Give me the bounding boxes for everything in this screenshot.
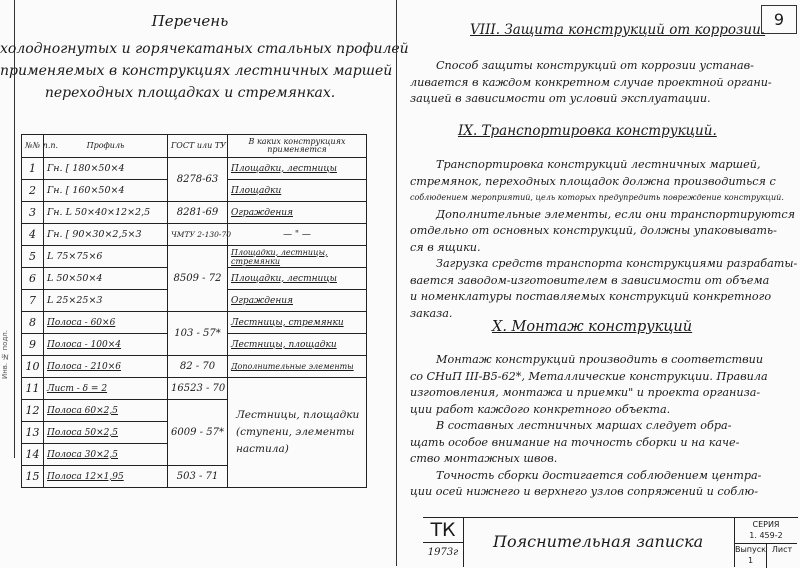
gost-cell: 8281-69 (168, 202, 228, 224)
side-stamp: Инв. № подл. (1, 330, 9, 380)
usage-text: Площадки, лестницы (231, 163, 337, 174)
usage-text: Площадки, лестницы (231, 273, 337, 284)
section-8-title-text: VIII. Защита конструкций от коррозии. (470, 22, 766, 38)
sheet-cell (767, 544, 797, 568)
text-line: зацией в зависимости от условий эксплуатации. (410, 92, 711, 105)
row-number: 6 (22, 268, 44, 290)
gost-cell: 103 - 57* (168, 312, 228, 356)
profiles-table (21, 134, 367, 488)
usage-cell (228, 312, 367, 334)
row-number: 10 (22, 356, 44, 378)
usage-cell (228, 158, 367, 180)
table-row (22, 202, 367, 224)
row-number: 11 (22, 378, 44, 400)
gost-cell: 8509 - 72 (168, 246, 228, 312)
row-profile: L 25×25×3 (44, 290, 168, 312)
col-header-number: №№ п.п. (22, 135, 44, 158)
text-line: ство монтажных швов. (410, 452, 558, 465)
usage-text: Лестницы, стремянки (231, 317, 344, 328)
row-number: 13 (22, 422, 44, 444)
usage-text: Дополнительные элементы (231, 362, 354, 371)
text-line: соблюдением мероприятий, цель которых предупредить повреждение конструкций. (410, 193, 784, 202)
row-profile (44, 444, 168, 466)
text-line: ции работ каждого конкретного объекта. (410, 402, 671, 416)
row-profile: L 75×75×6 (44, 246, 168, 268)
document-name: Пояснительная записка (493, 532, 704, 551)
usage-cell (228, 290, 367, 312)
row-number: 8 (22, 312, 44, 334)
row-profile (44, 378, 168, 400)
text-line: ся в ящики. (410, 240, 481, 254)
row-profile (44, 422, 168, 444)
col-header-profile: Профиль (44, 135, 168, 158)
text-line: Загрузка средств транспорта конструкциями разрабаты- (436, 257, 798, 270)
profile-text: Полоса - 60×6 (47, 317, 116, 328)
series-number: 1. 459-2 (749, 531, 783, 540)
usage-cell (228, 246, 367, 268)
section-8-text (410, 58, 778, 108)
row-number: 5 (22, 246, 44, 268)
usage-cell: Лестницы, площадки (ступени, элементы настила) (228, 378, 367, 488)
text-line: и номенклатуры поставляемых конструкций конкретного (410, 290, 772, 303)
usage-cell (228, 334, 367, 356)
text-line: изготовления, монтажа и приемки" и проекта организа- (410, 386, 761, 399)
table-row (22, 356, 367, 378)
row-profile: Гн. [ 90×30×2,5×3 (44, 224, 168, 246)
row-number: 3 (22, 202, 44, 224)
table-row (22, 224, 367, 246)
profile-text: Полоса 12×1,95 (47, 471, 124, 482)
text-line: Способ защиты конструкций от коррозии устанав- (436, 59, 754, 72)
text-line: щать особое внимание на точность сборки и на каче- (410, 435, 740, 449)
profile-text: Полоса - 210×6 (47, 361, 122, 372)
col-header-gost: ГОСТ или ТУ (168, 135, 228, 158)
text-line: В составных лестничных маршах следует обра- (436, 419, 732, 432)
list-title-line-2: холодногнутых и горячекатаных стальных профилей (0, 41, 409, 57)
row-profile (44, 356, 168, 378)
title-block (423, 517, 798, 567)
col-header-usage: В каких конструкциях применяется (228, 135, 367, 158)
text-line: Дополнительные элементы, если они транспортируются (436, 207, 796, 221)
title-block-series (734, 518, 797, 567)
row-profile: Гн. [ 160×50×4 (44, 180, 168, 202)
text-line: стремянок, переходных площадок должна производиться с (410, 174, 776, 188)
gost-cell: 8278-63 (168, 158, 228, 202)
gost-cell: 503 - 71 (168, 466, 228, 488)
gost-cell: 82 - 70 (168, 356, 228, 378)
sheet-number: 9 (761, 5, 797, 34)
section-10-title (492, 319, 692, 335)
row-number: 4 (22, 224, 44, 246)
year: 1973г (427, 547, 459, 558)
title-block-code (423, 518, 464, 567)
section-10-title-text: X. Монтаж конструкций (492, 319, 693, 335)
issue-number: 1 (747, 556, 754, 565)
text-line: заказа. (410, 306, 453, 320)
row-profile (44, 334, 168, 356)
text-line: Транспортировка конструкций лестничных маршей, (436, 158, 761, 171)
issue-label: Выпуск (735, 545, 766, 554)
usage-text: Ограждения (231, 295, 293, 306)
row-number: 7 (22, 290, 44, 312)
row-number: 2 (22, 180, 44, 202)
table-header-row (22, 135, 367, 158)
usage-cell (228, 356, 367, 378)
gost-cell: 16523 - 70 (168, 378, 228, 400)
row-number: 12 (22, 400, 44, 422)
profile-text: Полоса 60×2,5 (47, 405, 118, 416)
row-profile (44, 312, 168, 334)
row-profile: L 50×50×4 (44, 268, 168, 290)
profile-text: Полоса 50×2,5 (47, 427, 118, 438)
table-row (22, 312, 367, 334)
row-profile (44, 400, 168, 422)
row-profile: Гн. L 50×40×12×2,5 (44, 202, 168, 224)
row-number: 14 (22, 444, 44, 466)
section-9-title (458, 123, 717, 139)
row-profile (44, 466, 168, 488)
list-title-line-3: применяемых в конструкциях лестничных маршей (0, 63, 393, 79)
text-line: Монтаж конструкций производить в соответствии (436, 353, 764, 366)
gost-cell: 6009 - 57* (168, 400, 228, 466)
usage-text: Площадки (231, 185, 282, 196)
profile-text: Полоса 30×2,5 (47, 449, 118, 460)
table-row (22, 158, 367, 180)
org-code: ТК (423, 518, 463, 543)
list-title: Перечень (151, 12, 229, 30)
list-title-line-4: переходных площадках и стремянках. (44, 85, 336, 101)
section-9-text (410, 157, 798, 322)
usage-text: Лестницы, площадки (231, 339, 337, 350)
sheet-label: Лист (771, 545, 793, 554)
row-number: 15 (22, 466, 44, 488)
usage-text: Площадки, лестницы, стремянки (231, 247, 328, 266)
table-row (22, 378, 367, 400)
row-profile: Гн. [ 180×50×4 (44, 158, 168, 180)
usage-cell: — " — (228, 224, 367, 246)
usage-cell (228, 202, 367, 224)
text-line: отдельно от основных конструкций, должны упаковывать- (410, 224, 777, 237)
series-cell (735, 518, 797, 544)
text-line: Точность сборки достигается соблюдением центра- (436, 468, 762, 482)
row-number: 1 (22, 158, 44, 180)
text-line: ливается в каждом конкретном случае проектной органи- (410, 75, 772, 89)
usage-cell (228, 268, 367, 290)
issue-cell (735, 544, 767, 568)
text-line: со СНиП III-В5-62*, Металлические конструкции. Правила (410, 369, 768, 383)
usage-text: Ограждения (231, 207, 293, 218)
section-8-title (470, 22, 765, 38)
text-line: вается заводом-изготовителем в зависимости от объема (410, 273, 770, 287)
profile-text: Полоса - 100×4 (47, 339, 122, 350)
row-number: 9 (22, 334, 44, 356)
gost-cell: ЧМТУ 2-130-70 (168, 224, 228, 246)
section-10-text (410, 352, 778, 501)
issue-row (735, 544, 797, 568)
profile-text: Лист - δ = 2 (47, 383, 108, 394)
section-9-title-text: IX. Транспортировка конструкций. (458, 123, 717, 139)
series-label: СЕРИЯ (752, 520, 780, 529)
text-line: ции осей нижнего и верхнего узлов сопряжений и соблю- (410, 485, 758, 498)
table-row (22, 246, 367, 268)
usage-cell (228, 180, 367, 202)
